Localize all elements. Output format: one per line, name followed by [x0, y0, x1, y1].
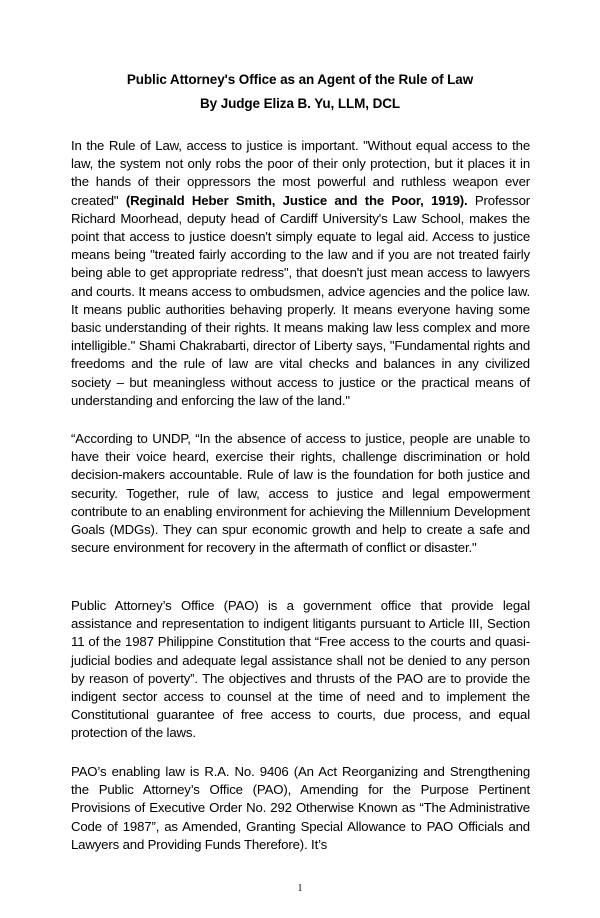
paragraph-1-text-a: In the Rule of Law, access to justice is important. "Without equal access to the law, the system not only robs the poor of their only protection, but it places it in the hands of their oppressors the most powerful and ruthless weapon ever created" — [71, 138, 530, 208]
paragraph-pao-enabling-law: PAO’s enabling law is R.A. No. 9406 (An Act Reorganizing and Strengthening the Public Attorney’s Office (PAO), Amending for the Purpose Pertinent Provisions of Executive Order No. 292 Otherwise Known as “The Administrative Code of 1987”, as Amended, Granting Special Allowance to PAO Officials and Lawyers and Providing Funds Therefore). It’s — [71, 764, 530, 852]
paragraph-undp: “According to UNDP, “In the absence of access to justice, people are unable to have their voice heard, exercise their rights, challenge discrimination or hold decision-makers accountable. Rule of law is the foundation for both justice and security. Together, rule of law, access to justice and legal empowerment contribute to an enabling environment for achieving the Millennium Development Goals (MDGs). They can spur economic growth and help to create a safe and secure environment for recovery in the aftermath of conflict or disaster." — [71, 431, 530, 556]
document-title: Public Attorney's Office as an Agent of the Rule of Law — [126, 72, 474, 87]
paragraph-pao-office: Public Attorney’s Office (PAO) is a government office that provide legal assistance and representation to indigent litigants pursuant to Article III, Section 11 of the 1987 Philippine Constitution that “Free access to the courts and quasi-judicial bodies and adequate legal assistance shall not be denied to any person by reason of poverty”. The objectives and thrusts of the PAO are to provide the indigent sector access to counsel at the time of need and to implement the Constitutional guarantee of free access to courts, due process, and equal protection of the laws. — [71, 598, 530, 741]
paragraph-1-text-b: Professor Richard Moorhead, deputy head of Cardiff University's Law School, makes the point that access to justice doesn't simply equate to legal aid. Access to justice means being "treated fairly according to the law and if you are not treated fairly being able to get appropriate redress", that doesn't just mean access to lawyers and courts. It means access to ombudsmen, advice agencies and the police law. It means public authorities behaving properly. It means everyone having some basic understanding of their rights. It means making law less complex and more intelligible." Shami Chakrabarti, director of Liberty says, "Fundamental rights and freedoms and the rule of law are vital checks and balances in any civilized society – but meaningless without access to justice or the practical means of understanding and enforcing the law of the land." — [71, 192, 530, 408]
page-number: 1 — [297, 883, 303, 894]
document-author: By Judge Eliza B. Yu, LLM, DCL — [199, 96, 401, 111]
paragraph-rule-of-law — [71, 137, 530, 410]
paragraph-1-citation: (Reginald Heber Smith, Justice and the Poor, 1919). — [125, 192, 468, 208]
